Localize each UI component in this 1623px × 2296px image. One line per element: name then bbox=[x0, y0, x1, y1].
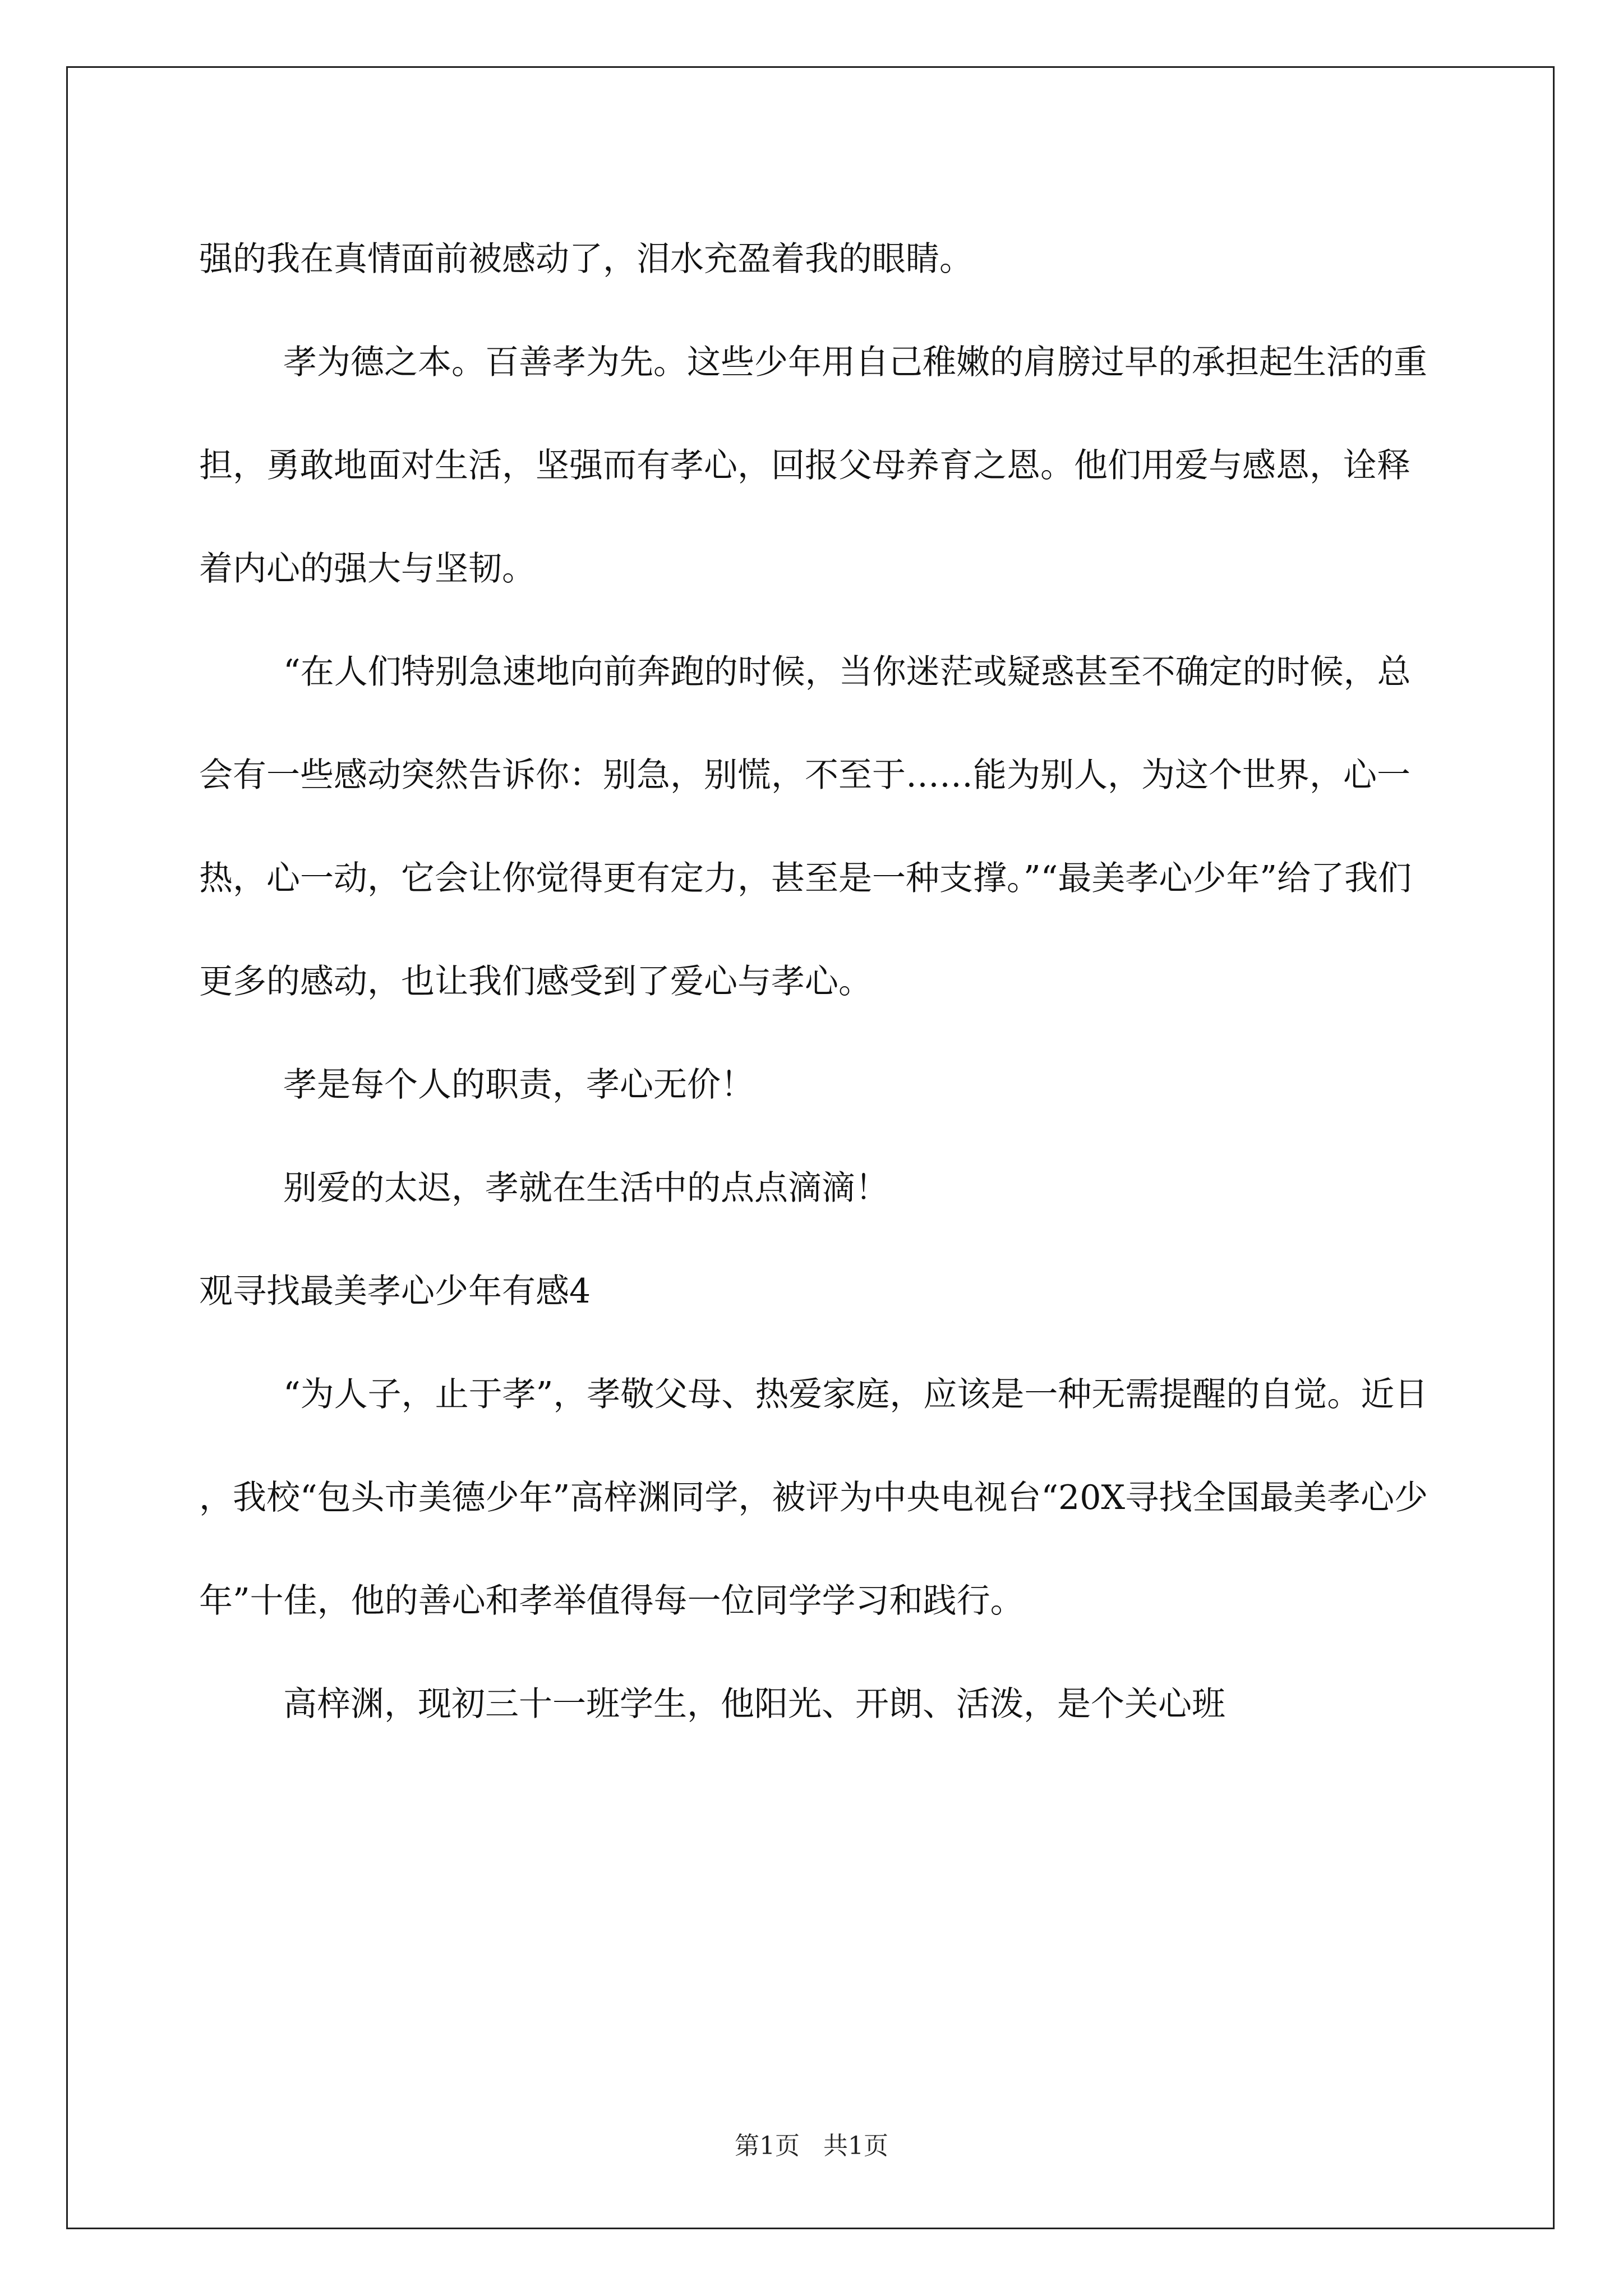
page-footer bbox=[0, 2131, 1623, 2162]
footer-spacer bbox=[800, 2132, 823, 2160]
paragraph: 高梓渊，现初三十一班学生，他阳光、开朗、活泼，是个关心班 bbox=[283, 1685, 1225, 1724]
page-number: 第1页 bbox=[735, 2132, 800, 2160]
paragraph: 别爱的太迟，孝就在生活中的点点滴滴！ bbox=[283, 1168, 889, 1208]
document-body bbox=[199, 208, 1433, 1756]
paragraph: “在人们特别急速地向前奔跑的时候，当你迷茫或疑惑甚至不确定的时候，总会有一些感动突然告诉你：别急，别慌，不至于……能为别人，为这个世界，心一热，心一动，它会让你觉得更有定力，甚至是一种支撑。”“最美孝心少年”给了我们更多的感动，也让我们感受到了爱心与孝心。 bbox=[199, 652, 1412, 1001]
paragraph: “为人子，止于孝”，孝敬父母、热爱家庭，应该是一种无需提醒的自觉。近日，我校“包头市美德少年”高梓渊同学，被评为中央电视台“20X寻找全国最美孝心少年”十佳，他的善心和孝举值得每一位同学学习和践行。 bbox=[199, 1375, 1428, 1621]
section-heading: 观寻找最美孝心少年有感4 bbox=[199, 1272, 591, 1311]
paragraph: 孝为德之本。百善孝为先。这些少年用自己稚嫩的肩膀过早的承担起生活的重担，勇敢地面对生活，坚强而有孝心，回报父母养育之恩。他们用爱与感恩，诠释着内心的强大与坚韧。 bbox=[199, 343, 1427, 588]
paragraph: 孝是每个人的职责，孝心无价！ bbox=[283, 1065, 754, 1105]
paragraph-continuation: 强的我在真情面前被感动了，泪水充盈着我的眼睛。 bbox=[199, 240, 973, 279]
page-total: 共1页 bbox=[823, 2132, 888, 2160]
